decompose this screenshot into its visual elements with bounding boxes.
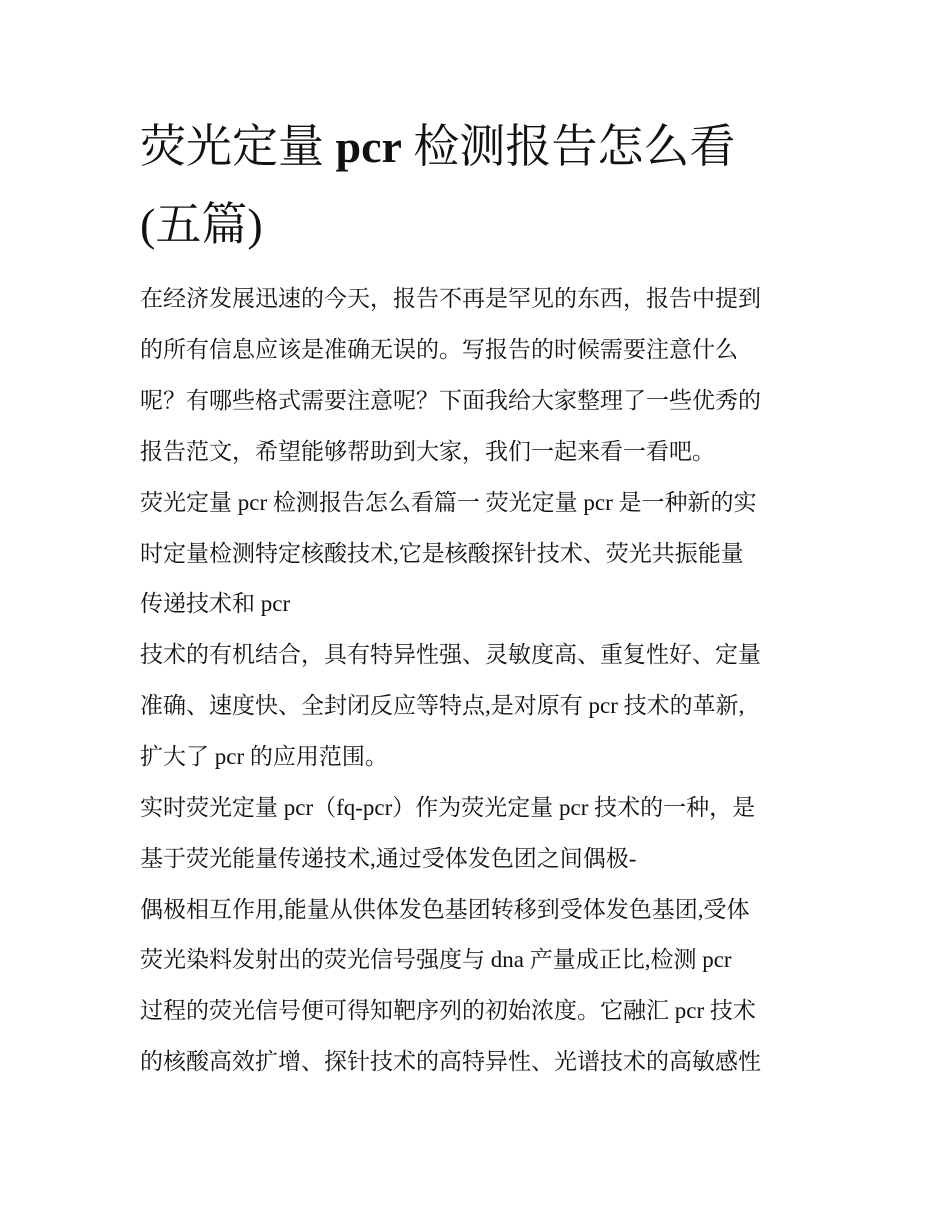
title-part-4: (五篇) bbox=[140, 199, 263, 250]
body-line-15: 过程的荧光信号便可得知靶序列的初始浓度。它融汇 pcr 技术 bbox=[140, 998, 756, 1023]
body-line-10: 扩大了 pcr 的应用范围。 bbox=[140, 744, 388, 769]
body-line-4: 报告范文，希望能够帮助到大家，我们一起来看一看吧。 bbox=[140, 439, 715, 464]
body-line-9: 准确、速度快、全封闭反应等特点,是对原有 pcr 技术的革新, bbox=[140, 693, 745, 718]
body-line-13: 偶极相互作用,能量从供体发色基团转移到受体发色基团,受体 bbox=[140, 897, 750, 922]
title-part-3: 检测报告怎么看 bbox=[413, 121, 736, 172]
body-line-2: 的所有信息应该是准确无误的。写报告的时候需要注意什么 bbox=[140, 337, 738, 362]
document-title bbox=[140, 108, 820, 264]
body-line-8: 技术的有机结合，具有特异性强、灵敏度高、重复性好、定量 bbox=[140, 642, 761, 667]
body-line-3: 呢？有哪些格式需要注意呢？下面我给大家整理了一些优秀的 bbox=[140, 388, 761, 413]
body-line-5: 荧光定量 pcr 检测报告怎么看篇一 荧光定量 pcr 是一种新的实 bbox=[140, 490, 757, 515]
title-part-2: pcr bbox=[335, 121, 402, 172]
body-line-14: 荧光染料发射出的荧光信号强度与 dna 产量成正比,检测 pcr bbox=[140, 947, 732, 972]
title-part-1: 荧光定量 bbox=[140, 121, 324, 172]
body-line-12: 基于荧光能量传递技术,通过受体发色团之间偶极- bbox=[140, 846, 637, 871]
body-line-6: 时定量检测特定核酸技术,它是核酸探针技术、荧光共振能量 bbox=[140, 541, 744, 566]
body-line-16: 的核酸高效扩增、探针技术的高特异性、光谱技术的高敏感性 bbox=[140, 1049, 761, 1074]
body-line-1: 在经济发展迅速的今天，报告不再是罕见的东西，报告中提到 bbox=[140, 286, 761, 311]
body-line-11: 实时荧光定量 pcr（fq-pcr）作为荧光定量 pcr 技术的一种，是 bbox=[140, 795, 756, 820]
body-line-7: 传递技术和 pcr bbox=[140, 591, 291, 616]
